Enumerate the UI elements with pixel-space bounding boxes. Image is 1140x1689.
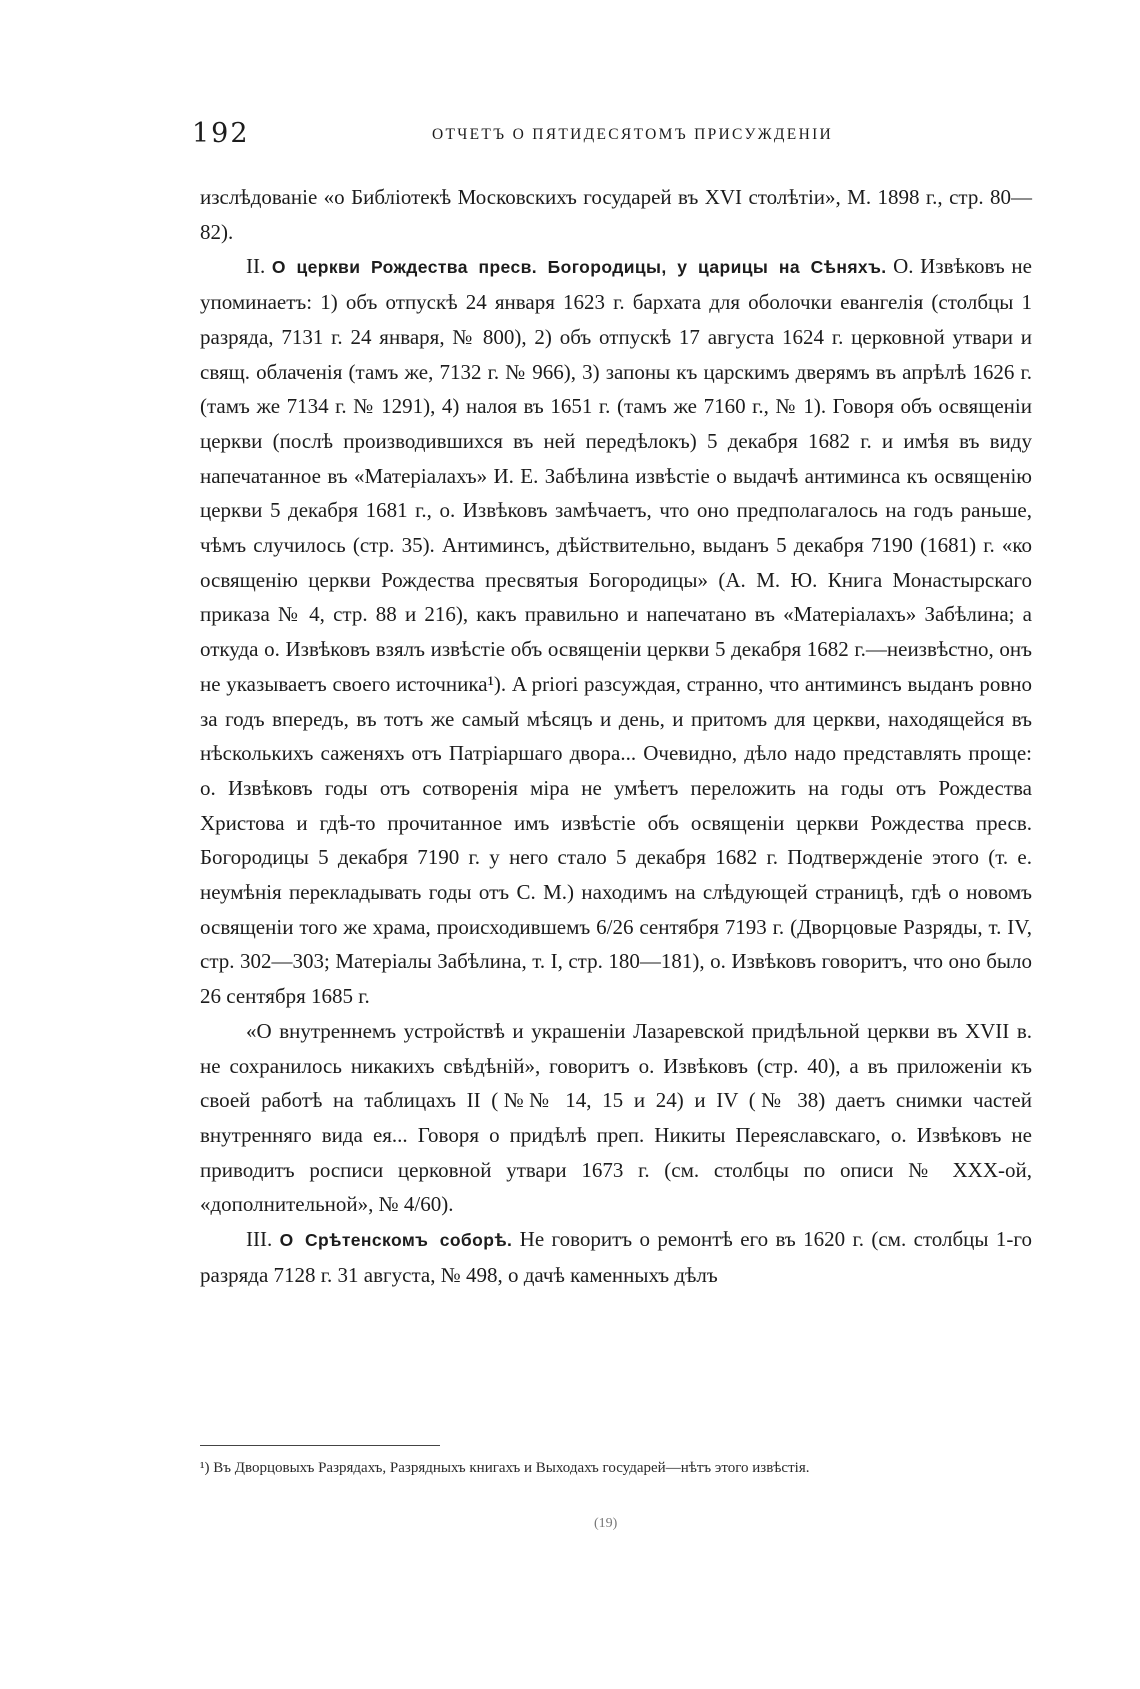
section-number: III. [246,1227,280,1252]
section-iii-paragraph [200,1222,1032,1292]
paragraph-text: Не говоритъ о ремонтѣ его въ 1620 г. (см. столбцы 1-го разряда 7128 г. 31 августа, № 498, о дачѣ каменныхъ дѣлъ [200,1227,1032,1287]
section-ii-paragraph [200,249,1032,1013]
paragraph-text: «О внутреннемъ устройствѣ и украшеніи Лазаревской придѣльной церкви въ XVII в. не сохранилось никакихъ свѣдѣній», говоритъ о. Извѣковъ (стр. 40), а въ приложеніи къ своей работѣ на таблицахъ II (№№ 14, 15 и 24) и IV (№ 38) даетъ снимки частей внутренняго вида ея... Говоря о придѣлѣ преп. Никиты Переяславскаго, о. Извѣковъ не приводитъ росписи церковной утвари 1673 г. (см. столбцы по описи № XXX-ой, «дополнительной», № 4/60). [200,1018,1032,1217]
section-number: II. [246,254,272,279]
page-number: 192 [192,118,250,149]
footnote-divider [200,1445,440,1446]
section-heading: О Срѣтенскомъ соборѣ. [279,1230,513,1251]
paragraph-continuation [200,180,1032,249]
paragraph-text: О. Извѣковъ не упоминаетъ: 1) объ отпускѣ 24 января 1623 г. бархата для оболочки евангелія (столбцы 1 разряда, 7131 г. 24 января, № 800), 2) объ отпускѣ 17 августа 1624 г. церковной утвари и свящ. облаченія (тамъ же, 7132 г. № 966), 3) запоны къ царскимъ дверямъ въ апрѣлѣ 1626 г. (тамъ же 7134 г. № 1291), 4) налоя въ 1651 г. (тамъ же 7160 г., № 1). Говоря объ освященіи церкви (послѣ производившихся въ ней передѣлокъ) 5 декабря 1682 г. и имѣя въ виду напечатанное въ «Матеріалахъ» И. Е. Забѣлина извѣстіе о выдачѣ антиминса къ освященію церкви 5 декабря 1681 г., о. Извѣковъ замѣчаетъ, что оно предполагалось на годъ раньше, чѣмъ случилось (стр. 35). Антиминсъ, дѣйствительно, выданъ 5 декабря 7190 (1681) г. «ко освященію церкви Рождества пресвятыя Богородицы» (А. М. Ю. Книга Монастырскаго приказа № 4, стр. 88 и 216), какъ правильно и напечатано въ «Матеріалахъ» Забѣлина; а откуда о. Извѣковъ взялъ извѣстіе объ освященіи церкви 5 декабря 1682 г.—неизвѣстно, онъ не указываетъ своего источника¹). A priori разсуждая, странно, что антиминсъ выданъ ровно за годъ впередъ, въ тотъ же самый мѣсяцъ и день, и притомъ для церкви, находящейся въ нѣсколькихъ саженяхъ отъ Патріаршаго двора... Очевидно, дѣло надо представлять проще: о. Извѣковъ годы отъ сотворенія міра не умѣетъ переложить на годы отъ Рождества Христова и гдѣ-то прочитанное имъ извѣстіе объ освященіи церкви Рождества пресв. Богородицы 5 декабря 7190 г. у него стало 5 декабря 1682 г. Подтвержденіе этого (т. е. неумѣнія перекладывать годы отъ С. М.) находимъ на слѣдующей страницѣ, гдѣ о новомъ освященіи того же храма, происходившемъ 6/26 сентября 7193 г. (Дворцовые Разряды, т. IV, стр. 302—303; Матеріалы Забѣлина, т. I, стр. 180—181), о. Извѣковъ говоритъ, что оно было 26 сентября 1685 г. [200,254,1032,1009]
printer-signature: (19) [594,1516,618,1531]
lazarus-chapel-paragraph [200,1014,1032,1222]
paragraph-text: изслѣдованіе «о Библіотекѣ Московскихъ государей въ XVI столѣтіи», М. 1898 г., стр. 80—82). [200,185,1032,244]
footnote: ¹) Въ Дворцовыхъ Разрядахъ, Разрядныхъ книгахъ и Выходахъ государей—нѣтъ этого извѣстія. [200,1460,810,1476]
section-heading: О церкви Рождества пресв. Богородицы, у царицы на Сѣняхъ. [271,257,887,278]
running-head [192,118,1032,154]
running-title: ОТЧЕТЪ О ПЯТИДЕСЯТОМЪ ПРИСУЖДЕНІИ [432,126,834,143]
body-text [200,180,1032,1293]
